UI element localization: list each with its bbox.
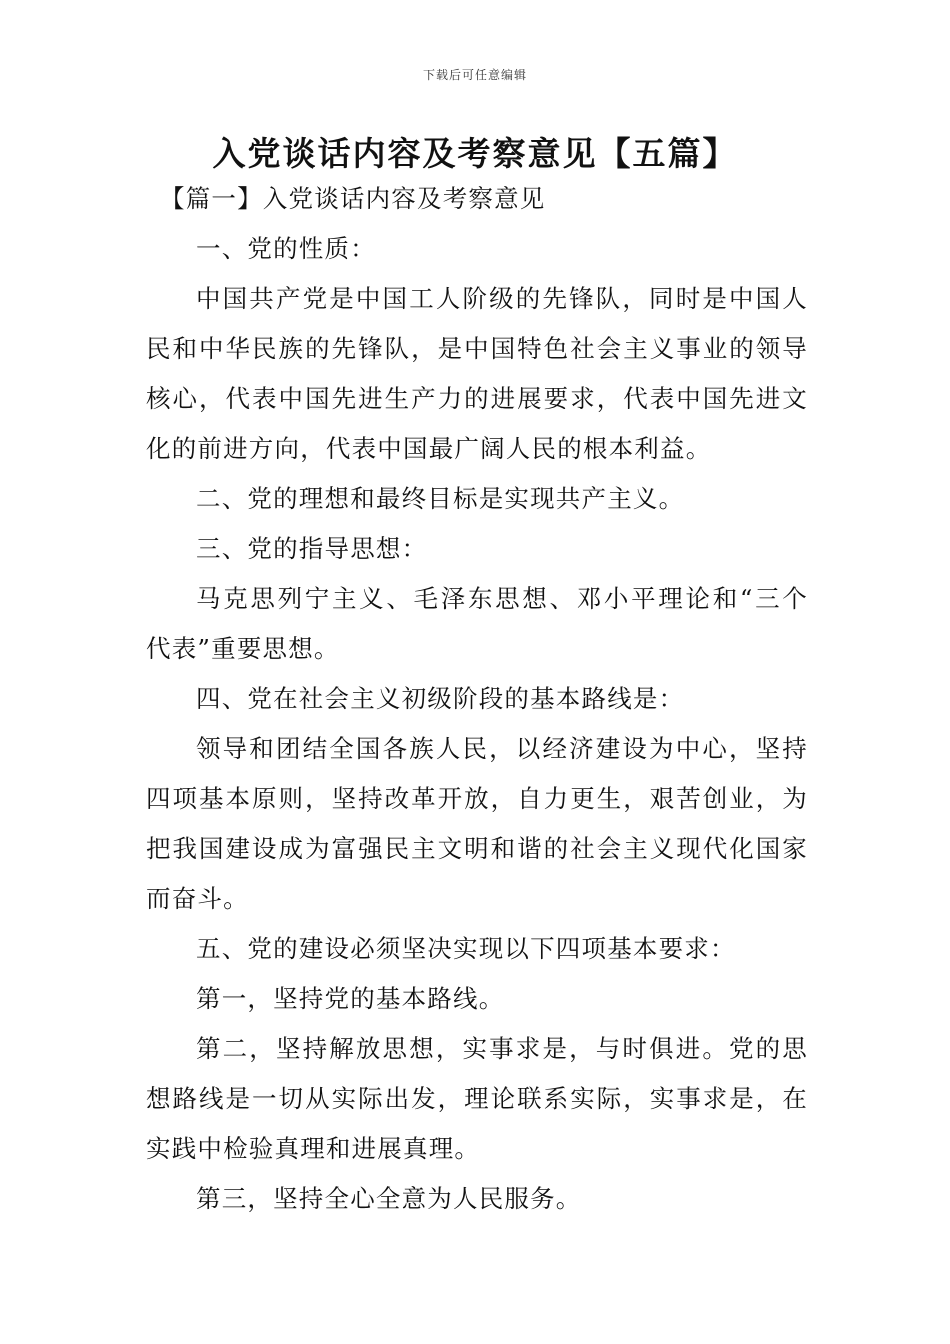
paragraph-line: 代表”重要思想。 (146, 634, 340, 663)
paragraph-line: 四、党在社会主义初级阶段的基本路线是： (196, 684, 685, 713)
paragraph-line: 五、党的建设必须坚决实现以下四项基本要求： (196, 934, 736, 963)
paragraph-line: 民和中华民族的先锋队，是中国特色社会主义事业的领导 (146, 334, 808, 363)
paragraph-line: 第二，坚持解放思想，实事求是，与时俱进。党的思 (196, 1034, 808, 1063)
paragraph-line: 实践中检验真理和进展真理。 (146, 1134, 481, 1163)
paragraph-line: 核心，代表中国先进生产力的进展要求，代表中国先进文 (146, 384, 808, 413)
paragraph-line: 二、党的理想和最终目标是实现共产主义。 (196, 484, 685, 513)
paragraph-line: 第一，坚持党的基本路线。 (196, 984, 505, 1013)
paragraph-line: 马克思列宁主义、毛泽东思想、邓小平理论和“三个 (196, 584, 808, 613)
paragraph-line: 中国共产党是中国工人阶级的先锋队，同时是中国人 (196, 284, 808, 313)
paragraph-line: 把我国建设成为富强民主文明和谐的社会主义现代化国家 (146, 834, 808, 863)
paragraph-line: 领导和团结全国各族人民，以经济建设为中心，坚持 (196, 734, 808, 763)
paragraph-line: 而奋斗。 (146, 884, 249, 913)
section-heading: 【篇一】入党谈话内容及考察意见 (160, 184, 546, 213)
header-note: 下载后可任意编辑 (422, 68, 527, 82)
paragraph-line: 三、党的指导思想： (196, 534, 428, 563)
paragraph-line: 第三，坚持全心全意为人民服务。 (196, 1184, 582, 1213)
paragraph-line: 化的前进方向，代表中国最广阔人民的根本利益。 (146, 434, 712, 463)
paragraph-line: 四项基本原则，坚持改革开放，自力更生，艰苦创业，为 (146, 784, 808, 813)
document-title: 入党谈话内容及考察意见【五篇】 (212, 134, 738, 173)
paragraph-line: 想路线是一切从实际出发，理论联系实际，实事求是，在 (146, 1084, 808, 1113)
paragraph-line: 一、党的性质： (196, 234, 376, 263)
